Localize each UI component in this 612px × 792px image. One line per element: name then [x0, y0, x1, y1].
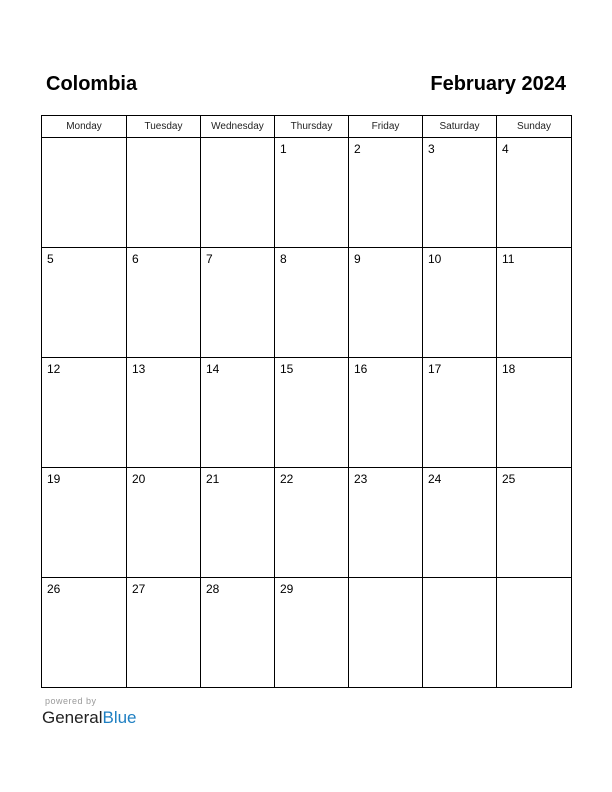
day-cell [423, 138, 497, 248]
day-cell [127, 578, 201, 688]
day-cell [275, 578, 349, 688]
day-cell [201, 358, 275, 468]
weekday-header: Thursday [275, 116, 349, 138]
generalblue-logo[interactable] [42, 708, 137, 728]
day-cell [275, 248, 349, 358]
week-row [42, 138, 572, 248]
day-number: 20 [132, 472, 146, 486]
day-cell [423, 248, 497, 358]
day-cell [349, 358, 423, 468]
day-number [423, 578, 496, 582]
day-cell [349, 138, 423, 248]
day-number [497, 578, 571, 582]
day-cell [349, 248, 423, 358]
day-number: 6 [132, 252, 139, 266]
weekday-header: Friday [349, 116, 423, 138]
day-cell [423, 468, 497, 578]
day-cell [127, 248, 201, 358]
day-number: 8 [280, 252, 287, 266]
day-number: 27 [132, 582, 146, 596]
day-number: 14 [206, 362, 220, 376]
day-number: 17 [428, 362, 442, 376]
weekday-header: Saturday [423, 116, 497, 138]
day-number: 5 [47, 252, 54, 266]
day-number: 9 [354, 252, 361, 266]
calendar-grid [41, 115, 572, 688]
powered-by-label: powered by [45, 696, 97, 706]
day-number: 2 [354, 142, 361, 156]
week-row [42, 468, 572, 578]
day-cell [275, 358, 349, 468]
day-number: 11 [502, 252, 515, 266]
weekday-header-row [42, 116, 572, 138]
week-row [42, 358, 572, 468]
day-cell [497, 138, 572, 248]
day-number: 22 [280, 472, 294, 486]
day-cell [201, 468, 275, 578]
weekday-header: Sunday [497, 116, 572, 138]
logo-general-text: General [42, 708, 103, 727]
day-cell [275, 138, 349, 248]
day-cell [42, 578, 127, 688]
day-number: 7 [206, 252, 213, 266]
week-row [42, 248, 572, 358]
day-cell [127, 358, 201, 468]
logo-blue-text: Blue [102, 708, 137, 727]
day-number: 15 [280, 362, 294, 376]
day-number: 19 [47, 472, 61, 486]
day-cell [127, 468, 201, 578]
day-number: 29 [280, 582, 294, 596]
day-number: 25 [502, 472, 516, 486]
day-number: 28 [206, 582, 220, 596]
day-cell [42, 138, 127, 248]
day-number [42, 138, 126, 142]
weekday-header: Tuesday [127, 116, 201, 138]
day-number: 23 [354, 472, 368, 486]
day-cell [423, 358, 497, 468]
month-year-title: February 2024 [430, 73, 566, 95]
day-cell [42, 468, 127, 578]
day-cell [497, 468, 572, 578]
day-number [349, 578, 422, 582]
day-cell [275, 468, 349, 578]
day-number [201, 138, 274, 142]
day-number: 10 [428, 252, 442, 266]
day-number: 16 [354, 362, 368, 376]
day-cell [497, 358, 572, 468]
generalblue-branding[interactable] [42, 696, 137, 728]
day-number: 18 [502, 362, 516, 376]
day-cell [497, 578, 572, 688]
day-number: 4 [502, 142, 509, 156]
weekday-header: Monday [42, 116, 127, 138]
day-number: 1 [280, 142, 287, 156]
day-cell [349, 578, 423, 688]
day-number: 24 [428, 472, 442, 486]
day-number [127, 138, 200, 142]
day-number: 12 [47, 362, 61, 376]
day-number: 3 [428, 142, 435, 156]
day-cell [201, 248, 275, 358]
day-cell [497, 248, 572, 358]
day-number: 21 [206, 472, 220, 486]
day-cell [42, 358, 127, 468]
day-cell [127, 138, 201, 248]
day-cell [201, 578, 275, 688]
day-cell [349, 468, 423, 578]
day-cell [201, 138, 275, 248]
day-cell [423, 578, 497, 688]
weekday-header: Wednesday [201, 116, 275, 138]
day-number: 13 [132, 362, 146, 376]
day-cell [42, 248, 127, 358]
day-number: 26 [47, 582, 61, 596]
country-title: Colombia [46, 73, 138, 95]
week-row [42, 578, 572, 688]
